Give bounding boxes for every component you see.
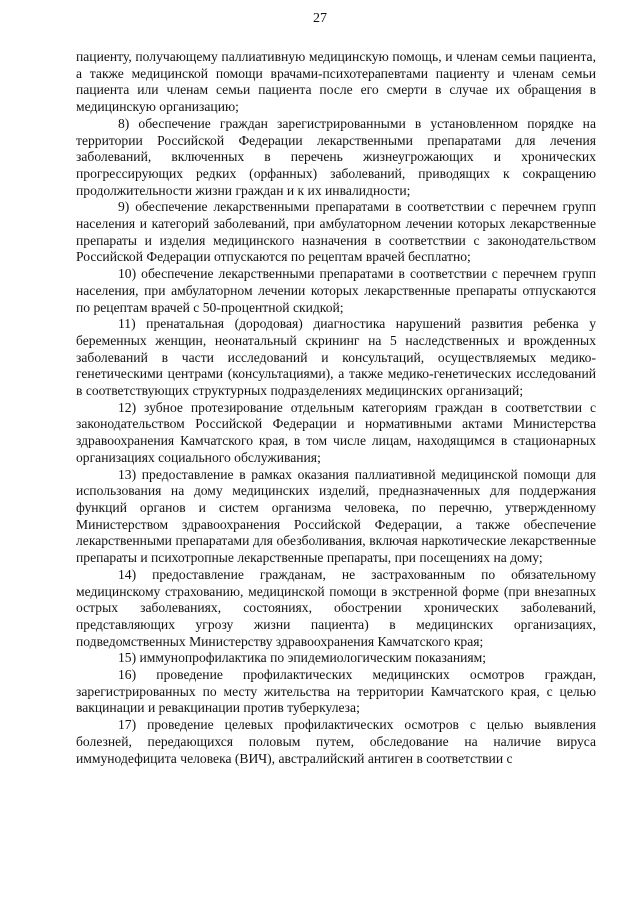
paragraph-item-10: 10) обеспечение лекарственными препаратами в соответствии с перечнем групп населения, при амбулаторном лечении которых лекарственные препараты отпускаются по рецептам врачей с 50-процентной скидкой; xyxy=(76,266,596,315)
paragraph-item-8: 8) обеспечение граждан зарегистрированными в установленном порядке на территории Российской Федерации лекарственными препаратами для лечения заболеваний, включенных в перечень жизнеугрожающих и хронических прогрессирующих редких (орфанных) заболеваний, приводящих к сокращению продолжительности жизни граждан и к их инвалидности; xyxy=(76,115,596,198)
paragraph-item-16: 16) проведение профилактических медицинских осмотров граждан, зарегистрированных по месту жительства на территории Камчатского края, с целью вакцинации и ревакцинации против туберкулеза; xyxy=(76,667,596,716)
paragraph-item-14: 14) предоставление гражданам, не застрахованным по обязательному медицинскому страхованию, медицинской помощи в экстренной форме (при внезапных острых заболеваниях, состояниях, обострении хронических заболеваний, представляющих угрозу жизни пациента) в медицинских организациях, подведомственных Министерству здравоохранения Камчатского края; xyxy=(76,566,596,649)
paragraph-item-13: 13) предоставление в рамках оказания паллиативной медицинской помощи для использования на дому медицинских изделий, предназначенных для поддержания функций органов и систем организма человека, по перечню, утвержденному Министерством здравоохранения Российской Федерации, а также обеспечение лекарственными препаратами для обезболивания, включая наркотические лекарственные препараты и психотропные лекарственные препараты, при посещениях на дому; xyxy=(76,466,596,566)
page-number: 27 xyxy=(313,11,327,26)
document-body xyxy=(76,49,596,767)
paragraph-item-12: 12) зубное протезирование отдельным категориям граждан в соответствии с законодательством Российской Федерации и нормативными актами Министерства здравоохранения Камчатского края, в том числе лицам, находящимся в стационарных организациях социального обслуживания; xyxy=(76,399,596,465)
paragraph-item-17: 17) проведение целевых профилактических осмотров с целью выявления болезней, передающихся половым путем, обследование на наличие вируса иммунодефицита человека (ВИЧ), австралийский антиген в соответствии с xyxy=(76,717,596,766)
paragraph-continuation: пациенту, получающему паллиативную медицинскую помощь, и членам семьи пациента, а также медицинской помощи врачами-психотерапевтами пациенту и членам семьи пациента или членам семьи пациента после его смерти в случае их обращения в медицинскую организацию; xyxy=(76,49,596,115)
paragraph-item-11: 11) пренатальная (дородовая) диагностика нарушений развития ребенка у беременных женщин, неонатальный скрининг на 5 наследственных и врожденных заболеваний в части исследований и консультаций, осуществляемых медико-генетическими центрами (консультациями), а также медико-генетических исследований в соответствующих структурных подразделениях медицинских организаций; xyxy=(76,316,596,399)
paragraph-item-15: 15) иммунопрофилактика по эпидемиологическим показаниям; xyxy=(118,650,487,666)
paragraph-item-9: 9) обеспечение лекарственными препаратами в соответствии с перечнем групп населения и категорий заболеваний, при амбулаторном лечении которых лекарственные препараты и изделия медицинского назначения в соответствии с законодательством Российской Федерации отпускаются по рецептам врачей бесплатно; xyxy=(76,199,596,265)
